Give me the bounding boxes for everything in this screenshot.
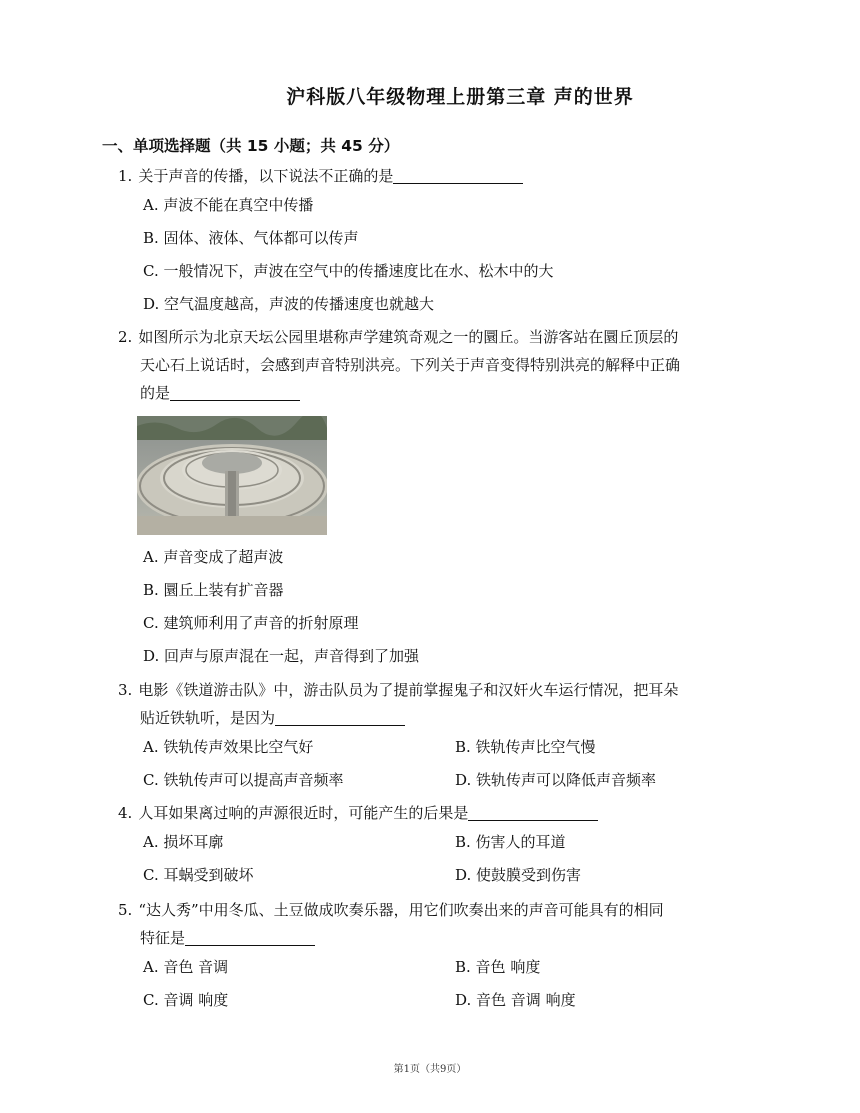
question-text: 电影《铁道游击队》中，游击队员为了提前掌握鬼子和汉奸火车运行情况，把耳朵 bbox=[138, 681, 679, 699]
option-a: A. 声波不能在真空中传播 bbox=[143, 196, 314, 214]
question-number: 1. bbox=[118, 167, 133, 185]
question-3 bbox=[118, 676, 760, 732]
option-c: C. 音调 响度 bbox=[143, 991, 229, 1009]
page-footer: 第1页（共9页） bbox=[393, 1064, 467, 1075]
question-4 bbox=[118, 799, 760, 827]
question-text: 关于声音的传播，以下说法不正确的是 bbox=[138, 167, 394, 185]
circular-mound-altar-photo bbox=[137, 416, 327, 535]
option-a: A. 声音变成了超声波 bbox=[143, 548, 284, 566]
option-a: A. 损坏耳廓 bbox=[143, 833, 224, 851]
question-text: 人耳如果离过响的声源很近时，可能产生的后果是 bbox=[138, 804, 469, 822]
question-text-line: 贴近铁轨听，是因为 bbox=[118, 704, 760, 732]
question-text: 如图所示为北京天坛公园里堪称声学建筑奇观之一的圜丘。当游客站在圜丘顶层的 bbox=[138, 328, 679, 346]
answer-blank bbox=[393, 165, 523, 184]
question-text-line: 特征是 bbox=[118, 924, 760, 952]
option-c: C. 耳蜗受到破坏 bbox=[143, 866, 254, 884]
option-b: B. 音色 响度 bbox=[455, 958, 541, 976]
question-text-line: 的是 bbox=[118, 379, 760, 407]
option-d: D. 使鼓膜受到伤害 bbox=[455, 866, 582, 884]
option-c: C. 建筑师利用了声音的折射原理 bbox=[143, 614, 359, 632]
option-d: D. 回声与原声混在一起，声音得到了加强 bbox=[143, 647, 420, 665]
question-5 bbox=[118, 896, 760, 952]
option-c: C. 一般情况下，声波在空气中的传播速度比在水、松木中的大 bbox=[143, 262, 554, 280]
question-2 bbox=[118, 323, 760, 407]
document-title: 沪科版八年级物理上册第三章 声的世界 bbox=[286, 86, 634, 108]
option-b: B. 伤害人的耳道 bbox=[455, 833, 566, 851]
answer-blank bbox=[185, 927, 315, 946]
option-d: D. 音色 音调 响度 bbox=[455, 991, 576, 1009]
question-text-line: 天心石上说话时，会感到声音特别洪亮。下列关于声音变得特别洪亮的解释中正确 bbox=[140, 356, 681, 374]
option-a: A. 铁轨传声效果比空气好 bbox=[143, 738, 314, 756]
question-number: 4. bbox=[118, 804, 133, 822]
option-b: B. 固体、液体、气体都可以传声 bbox=[143, 229, 359, 247]
question-number: 3. bbox=[118, 681, 133, 699]
question-number: 5. bbox=[118, 901, 133, 919]
option-b: B. 圜丘上装有扩音器 bbox=[143, 581, 284, 599]
option-c: C. 铁轨传声可以提高声音频率 bbox=[143, 771, 344, 789]
option-a: A. 音色 音调 bbox=[143, 958, 229, 976]
answer-blank bbox=[170, 382, 300, 401]
option-d: D. 铁轨传声可以降低声音频率 bbox=[455, 771, 657, 789]
answer-blank bbox=[275, 707, 405, 726]
answer-blank bbox=[468, 802, 598, 821]
question-text: “达人秀”中用冬瓜、土豆做成吹奏乐器，用它们吹奏出来的声音可能具有的相同 bbox=[138, 901, 664, 919]
option-b: B. 铁轨传声比空气慢 bbox=[455, 738, 596, 756]
section-heading: 一、单项选择题（共 15 小题；共 45 分） bbox=[102, 137, 400, 155]
question-1 bbox=[118, 162, 760, 190]
option-d: D. 空气温度越高，声波的传播速度也就越大 bbox=[143, 295, 435, 313]
question-number: 2. bbox=[118, 328, 133, 346]
